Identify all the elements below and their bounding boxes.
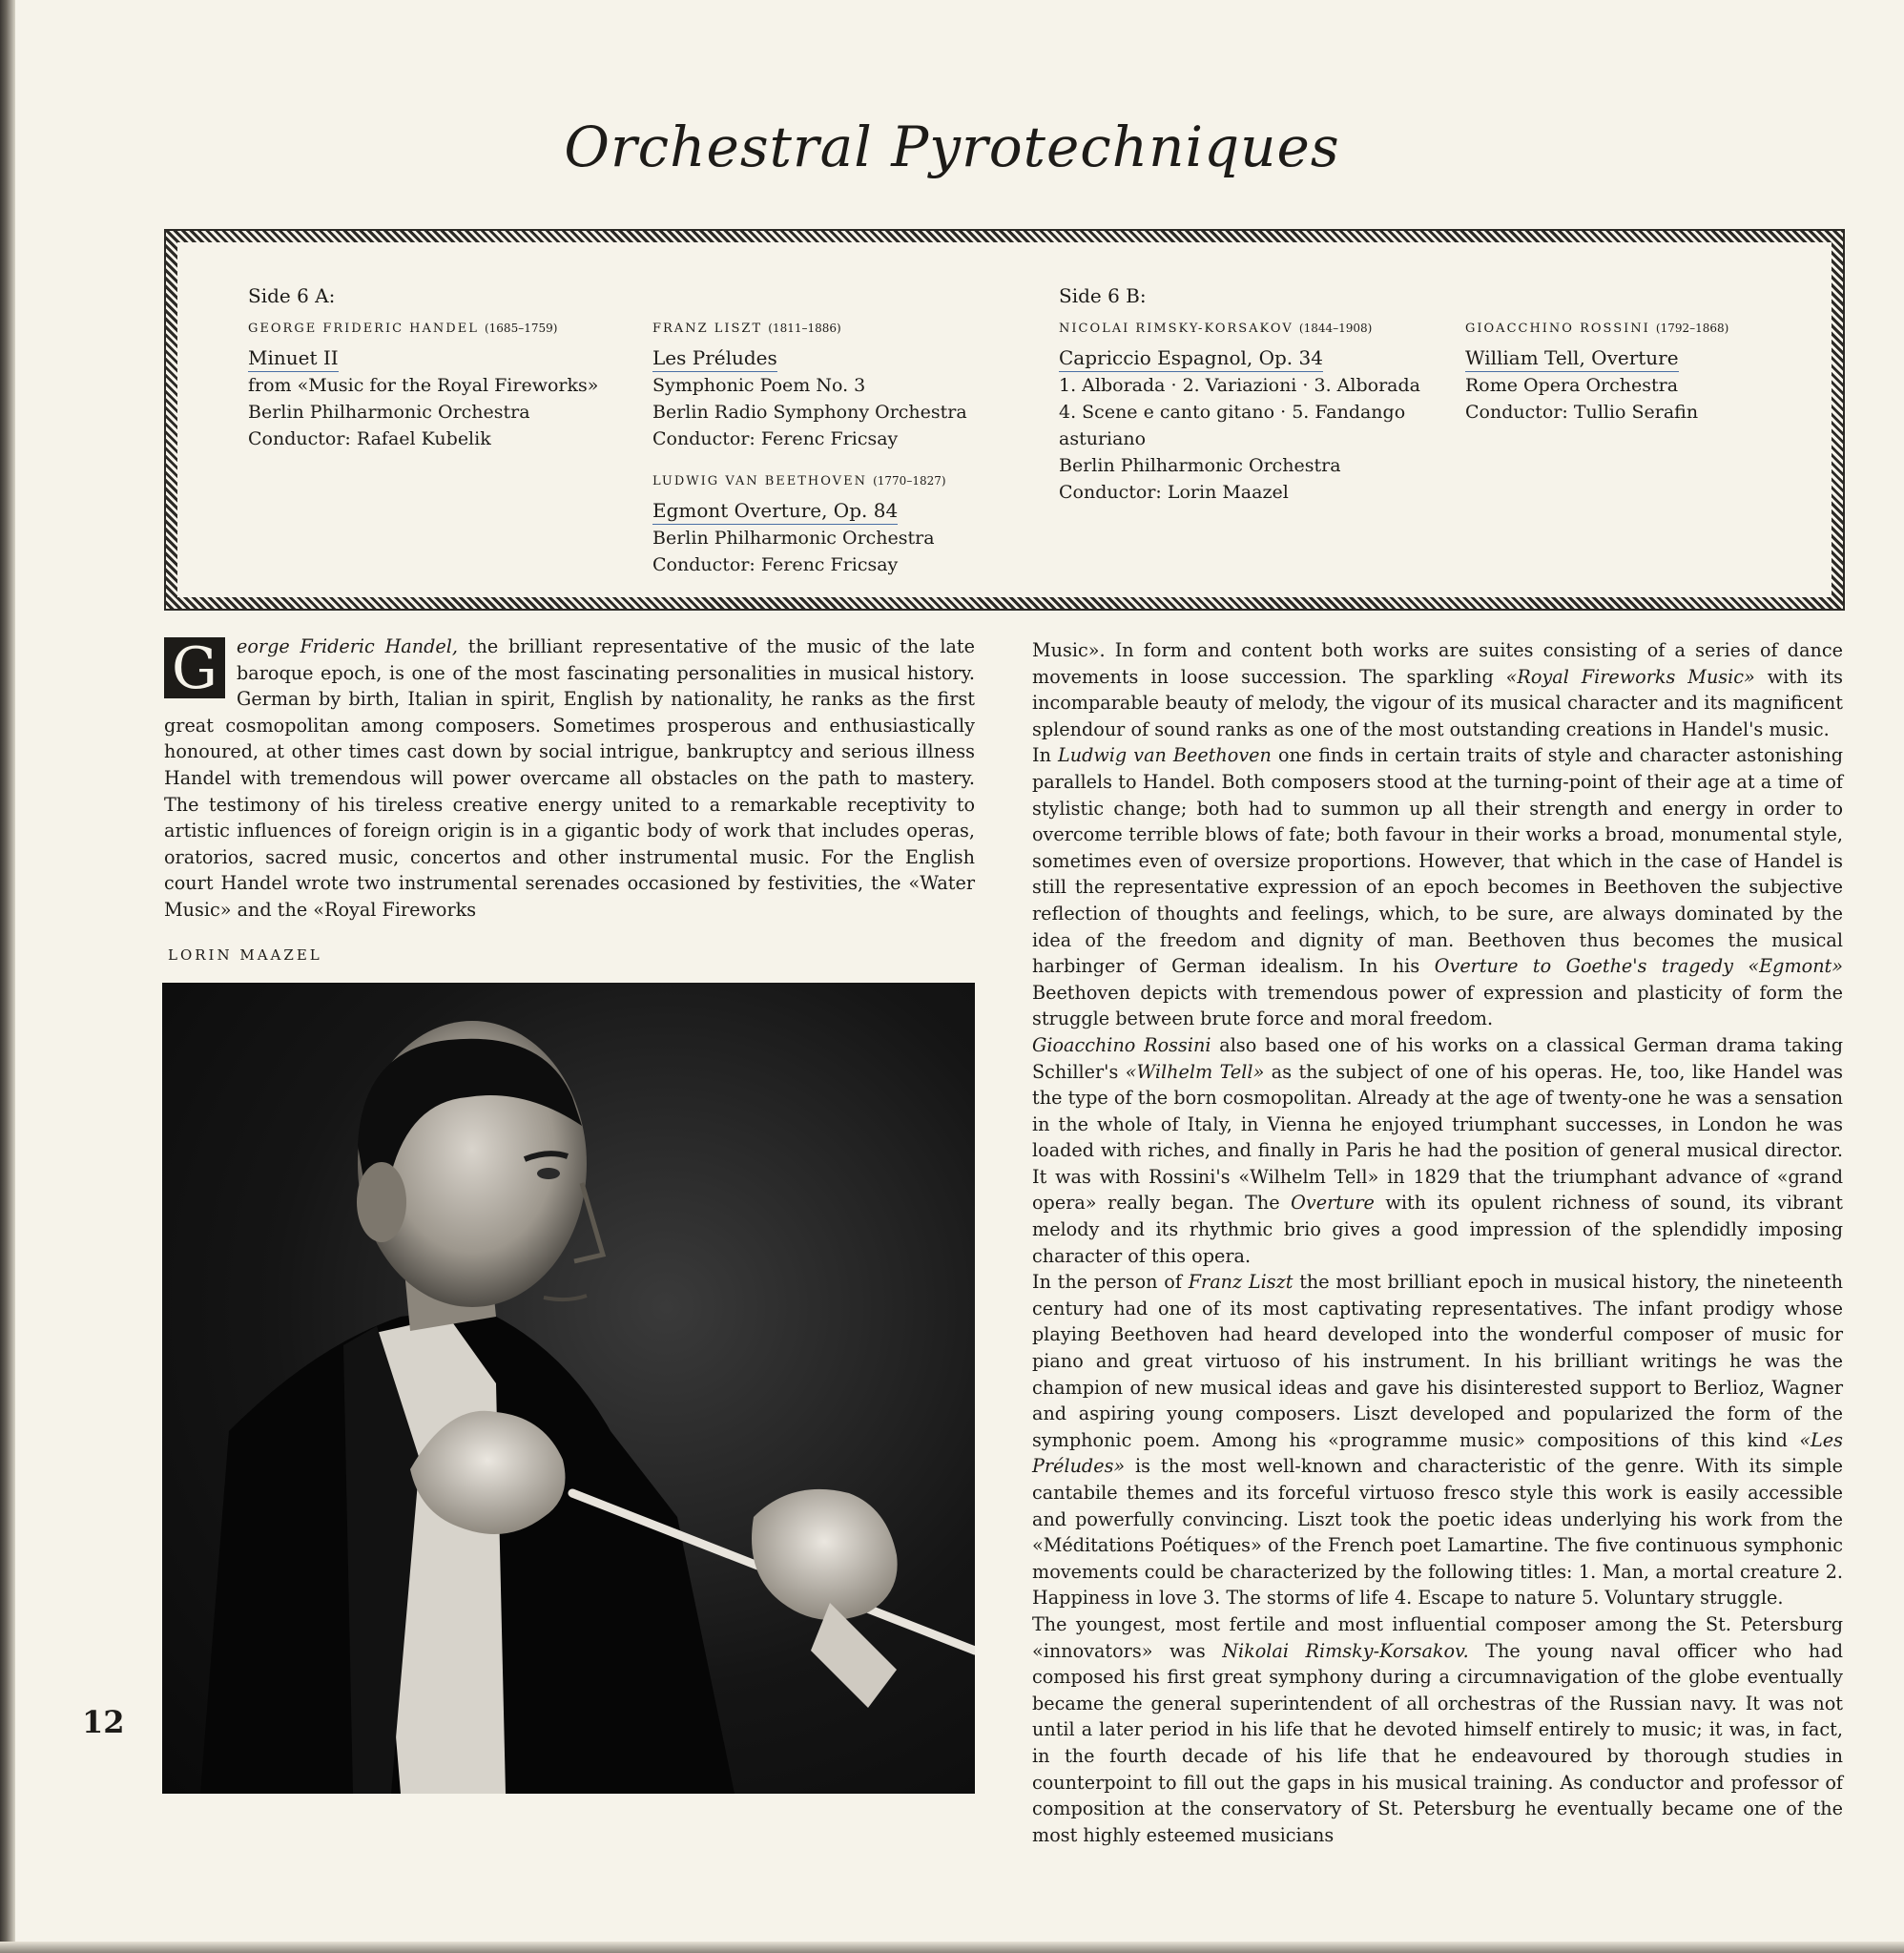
composer-years: (1811–1886)	[768, 322, 841, 335]
page-binding-edge	[0, 0, 15, 1953]
essay-emphasis: Ludwig van Beethoven	[1057, 744, 1272, 767]
essay-text: with its incomparable beauty of melody, the vigour of its musical character and its magnificent splendour of sound ranks as one of the most outstanding creations in Handel's music.	[1032, 665, 1843, 740]
handel-introduction	[164, 634, 975, 924]
essay-emphasis: Overture	[1291, 1192, 1375, 1215]
essay-paragraph	[1032, 1269, 1843, 1611]
work-title	[652, 344, 967, 372]
work-detail-line: Berlin Philharmonic Orchestra	[248, 402, 530, 423]
work-detail-line: Berlin Radio Symphony Orchestra	[652, 402, 967, 423]
essay-text: one finds in certain traits of style and character astonishing parallels to Handel. Both composers stood at the turning-point of their age at a time of stylistic change; both had to summon up all their strength and energy in order to overcome terrible blows of fate; both favour in their works a broad, monumental style, sometimes even of oversize proportions. However, that which in the case of Handel is still the representative expression of an epoch becomes in Beethoven the subjective reflection of thoughts and feelings, which, to be sure, are always dominated by the idea of the freedom and dignity of man. Beethoven thus becomes the musical harbinger of German idealism. In his	[1032, 744, 1843, 978]
side-label-spacer	[1465, 282, 1728, 309]
work-detail-line: Berlin Philharmonic Orchestra	[652, 528, 935, 549]
composer-label: NICOLAI RIMSKY-KORSAKOV	[1059, 322, 1293, 336]
work-title-text: Les Préludes	[652, 344, 777, 372]
page-title: Orchestral Pyrotechniques	[564, 114, 1340, 179]
intro-paragraph	[164, 634, 975, 924]
composer-years: (1844–1908)	[1298, 322, 1373, 335]
work-detail-line: Berlin Philharmonic Orchestra	[1059, 455, 1341, 476]
composer-years: (1770–1827)	[873, 474, 946, 488]
side-label-spacer	[652, 282, 967, 309]
essay-paragraph	[1032, 1032, 1843, 1269]
work-title	[248, 344, 598, 372]
composer-label: GEORGE FRIDERIC HANDEL	[248, 322, 479, 336]
conductor-silhouette	[162, 983, 975, 1794]
work-detail-line: asturiano	[1059, 428, 1147, 449]
drop-cap: G	[164, 637, 225, 698]
composer-label: FRANZ LISZT	[652, 322, 763, 336]
essay-paragraph	[1032, 1611, 1843, 1848]
work-detail-line: Conductor: Rafael Kubelik	[248, 428, 491, 449]
essay-text: The youngest, most fertile and most influential composer among the St. Petersburg «innovators» was	[1032, 1612, 1843, 1662]
conductor-photo	[162, 983, 975, 1794]
essay-paragraph	[1032, 742, 1843, 1032]
work-title-text: William Tell, Overture	[1465, 344, 1679, 372]
composer-name	[652, 315, 967, 343]
page-bottom-edge	[0, 1942, 1904, 1953]
intro-text: the brilliant representative of the music of the late baroque epoch, is one of the most fascinating personalities in musical history. German by birth, Italian in spirit, English by nationality, he ranks as the first great cosmopolitan among composers. Sometimes prosperous and enthusiastically honoured, at other times cast down by social intrigue, bankruptcy and serious illness Handel with tremendous will power overcame all obstacles on the path to mastery. The testimony of his tireless creative energy united to a remarkable receptivity to artistic influences of foreign origin is in a gigantic body of work that includes operas, oratorios, sacred music, concertos and other instrumental music. For the English court Handel wrote two instrumental serenades occasioned by festivities, the «Water Music» and the «Royal Fireworks	[164, 635, 975, 921]
work-detail-line: 1. Alborada · 2. Variazioni · 3. Alborada	[1059, 375, 1420, 396]
work-detail-line: Conductor: Ferenc Fricsay	[652, 554, 899, 575]
essay-text: the most brilliant epoch in musical history, the nineteenth century had one of its most captivating representatives. The infant prodigy whose playing Beethoven had heard developed into the wonderful composer of music for piano and great virtuoso of his instrument. In his brilliant writings he was the champion of new musical ideas and gave his disinterested support to Berlioz, Wagner and aspiring young composers. Liszt developed and popularized the form of the symphonic poem. Among his «programme music» compositions of this kind	[1032, 1271, 1843, 1451]
essay-emphasis: Overture to Goethe's tragedy «Egmont»	[1434, 955, 1844, 978]
essay-text: In the person of	[1032, 1271, 1189, 1294]
essay-paragraph	[1032, 637, 1843, 742]
work-title	[1465, 344, 1728, 372]
composer-essay	[1032, 637, 1843, 1848]
essay-text: with its opulent richness of sound, its vibrant melody and its rhythmic brio gives a good impression of the splendidly imposing character of this opera.	[1032, 1192, 1843, 1267]
work-detail-line: Conductor: Lorin Maazel	[1059, 482, 1289, 503]
essay-emphasis: Gioacchino Rossini	[1032, 1033, 1211, 1056]
work-title-text: Minuet II	[248, 344, 339, 372]
composer-name	[1465, 315, 1728, 343]
work-detail-line: Conductor: Ferenc Fricsay	[652, 428, 899, 449]
item-gap	[652, 452, 967, 462]
intro-lead: eorge Frideric Handel,	[237, 635, 458, 657]
work-detail-line: 4. Scene e canto gitano · 5. Fandango	[1059, 402, 1406, 423]
side-a-column-1	[248, 242, 598, 452]
work-title	[1059, 344, 1420, 372]
page-number: 12	[82, 1704, 125, 1740]
work-detail-line: Symphonic Poem No. 3	[652, 375, 866, 396]
side-a-column-2	[652, 242, 967, 578]
composer-label: LUDWIG VAN BEETHOVEN	[652, 474, 867, 488]
essay-text: is the most well-known and characteristic of the genre. With its simple cantabile themes and its forceful virtuoso fresco style this work is easily accessible and powerfully convincing. Liszt took the poetic ideas underlying his work from the «Méditations Poétiques» of the French poet Lamartine. The five continuous symphonic movements could be characterized by the following titles: 1. Man, a mortal creature 2. Happiness in love 3. The storms of life 4. Escape to nature 5. Voluntary struggle.	[1032, 1455, 1843, 1610]
essay-text: as the subject of one of his operas. He, too, like Handel was the type of the born cosmopolitan. Already at the age of twenty-one he was a sensation in the whole of Italy, in Vienna he enjoyed triumphant successes, in London he was loaded with riches, and finally in Paris he had the position of general musical director. It was with Rossini's «Wilhelm Tell» in 1829 that the triumphant advance of «grand opera» really began. The	[1032, 1060, 1844, 1215]
work-title-text: Egmont Overture, Op. 84	[652, 497, 898, 525]
work-title	[652, 497, 967, 525]
work-detail-line: Rome Opera Orchestra	[1465, 375, 1679, 396]
composer-name	[1059, 315, 1420, 343]
essay-text: also based one of his works on a classical German drama taking Schiller's	[1032, 1033, 1843, 1083]
essay-emphasis: «Royal Fireworks Music»	[1505, 665, 1755, 688]
essay-text: Music». In form and content both works are suites consisting of a series of dance movements in loose succession. The sparkling	[1032, 639, 1843, 688]
composer-years: (1685–1759)	[484, 322, 558, 335]
side-b-column-2	[1465, 242, 1728, 426]
side-label: Side 6 B:	[1059, 284, 1147, 307]
side-b-column-1	[1059, 242, 1420, 506]
essay-emphasis: «Les Préludes»	[1032, 1428, 1843, 1478]
work-detail-line: Conductor: Tullio Serafin	[1465, 402, 1699, 423]
essay-emphasis: «Wilhelm Tell»	[1125, 1060, 1265, 1083]
work-title-text: Capriccio Espagnol, Op. 34	[1059, 344, 1323, 372]
work-detail-line: from «Music for the Royal Fireworks»	[248, 375, 599, 396]
composer-years: (1792–1868)	[1655, 322, 1729, 335]
composer-name	[652, 467, 967, 495]
essay-emphasis: Franz Liszt	[1188, 1271, 1293, 1294]
essay-text: The young naval officer who had composed his first great symphony during a circumnavigation of the globe eventually became the general superintendent of all orchestras of the Russian navy. It was not until a later period in his life that he devoted himself entirely to music; it was, in fact, in the fourth decade of his life that he endeavoured by thorough studies in counterpoint to fill out the gaps in his musical training. As conductor and professor of composition at the conservatory of St. Petersburg he eventually became one of the most highly esteemed musicians	[1032, 1639, 1843, 1846]
side-label: Side 6 A:	[248, 284, 336, 307]
essay-text: Beethoven depicts with tremendous power of expression and plasticity of form the struggle between brute force and moral freedom.	[1032, 981, 1843, 1030]
essay-text: In	[1032, 744, 1058, 767]
composer-name	[248, 315, 598, 343]
essay-emphasis: Nikolai Rimsky-Korsakov.	[1222, 1639, 1469, 1662]
photo-caption: LORIN MAAZEL	[168, 946, 322, 964]
program-listing-box	[164, 229, 1845, 611]
composer-label: GIOACCHINO ROSSINI	[1465, 322, 1650, 336]
